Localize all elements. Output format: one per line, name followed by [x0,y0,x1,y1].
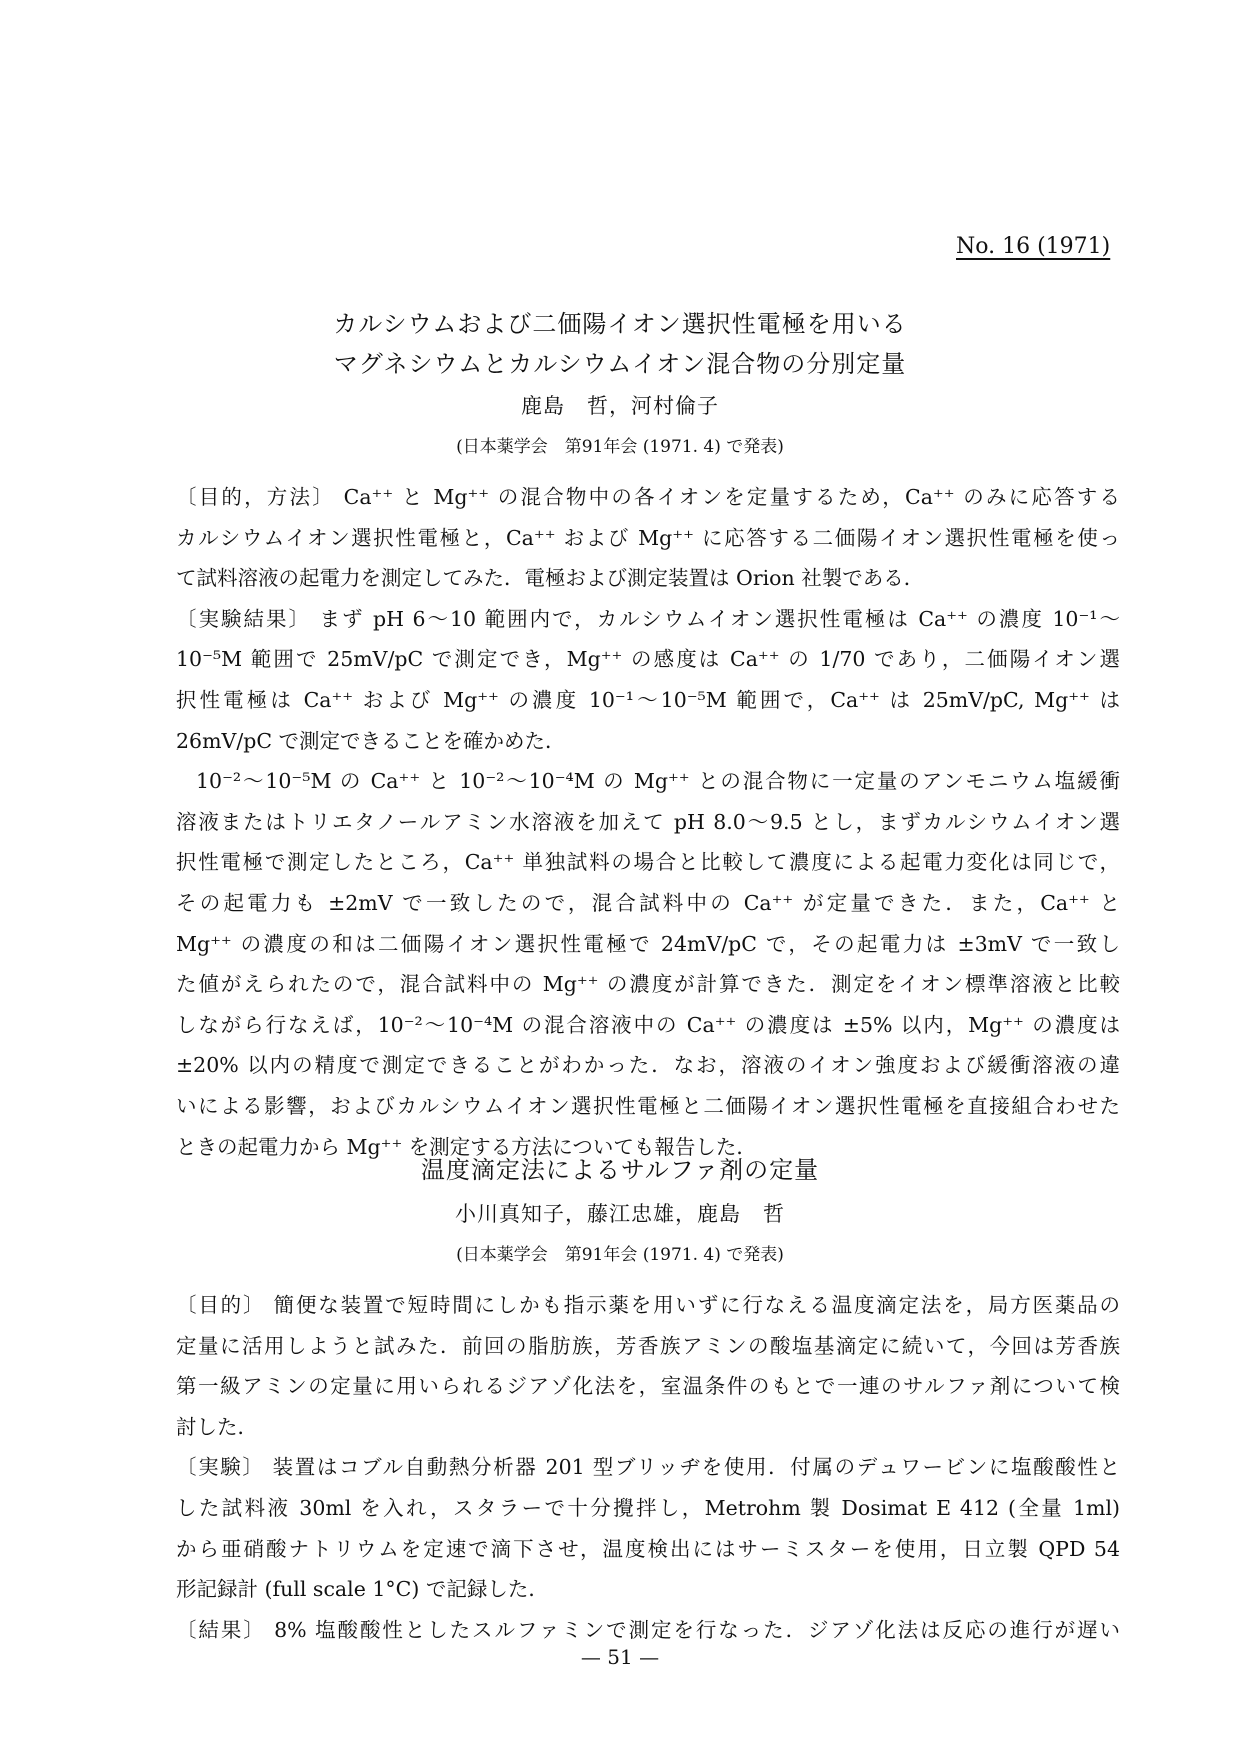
text-line: 溶液またはトリエタノールアミン水溶液を加えて pH 8.0～9.5 とし，まずカルシウムイオン選 [176,809,1120,834]
text-line: から亜硝酸ナトリウムを定速で滴下させ，温度検出にはサーミスターを使用，日立製 QPD 54 [176,1536,1120,1561]
text-line: 〔目的〕 簡便な装置で短時間にしかも指示薬を用いずに行なえる温度滴定法を，局方医薬品の [176,1293,1120,1317]
article-2-conference: (日本薬学会 第91年会 (1971. 4) で発表) [456,1245,784,1265]
text-line: 定量に活用しようと試みた．前回の脂肪族，芳香族アミンの酸塩基滴定に続いて，今回は芳香族 [176,1333,1120,1358]
text-line: た値がえられたので，混合試料中の Mg⁺⁺ の濃度が計算できた．測定をイオン標準溶液と比較 [176,972,1120,997]
article-1-title-line-1: カルシウムおよび二価陽イオン選択性電極を用いる [333,310,907,338]
text-line: 〔目的，方法〕 Ca⁺⁺ と Mg⁺⁺ の混合物中の各イオンを定量するため，Ca⁺⁺ のみに応答する [176,485,1120,509]
text-line: 択性電極は Ca⁺⁺ および Mg⁺⁺ の濃度 10⁻¹～10⁻⁵M 範囲で，Ca⁺⁺ は 25mV/pC, Mg⁺⁺ は [176,688,1120,712]
issue-number: No. 16 (1971) [956,234,1111,259]
article-1-authors: 鹿島 哲，河村倫子 [521,394,719,418]
text-line: 10⁻²～10⁻⁵M の Ca⁺⁺ と 10⁻²～10⁻⁴M の Mg⁺⁺ との混合物に一定量のアンモニウム塩緩衝 [196,769,1120,794]
text-line: 第一級アミンの定量に用いられるジアゾ化法を，室温条件のもとで一連のサルファ剤について検 [176,1374,1120,1399]
article-2-authors: 小川真知子，藤江忠雄，鹿島 哲 [455,1202,785,1226]
article-2-title: 温度滴定法によるサルファ剤の定量 [420,1156,820,1184]
text-line: 〔結果〕 8% 塩酸酸性としたスルファミンで測定を行なった．ジアゾ化法は反応の進行が遅い [176,1617,1120,1642]
text-line: て試料溶液の起電力を測定してみた．電極および測定装置は Orion 社製である． [176,566,925,591]
text-line: 〔実験〕 装置はコブル自動熱分析器 201 型ブリッヂを使用．付属のデュワービンに塩酸酸性と [176,1455,1120,1480]
text-line: カルシウムイオン選択性電極と，Ca⁺⁺ および Mg⁺⁺ に応答する二価陽イオン選択性電極を使っ [176,525,1120,550]
text-line: ときの起電力から Mg⁺⁺ を測定する方法についても報告した． [176,1134,757,1159]
text-line: 形記録計 (full scale 1°C) で記録した． [176,1577,549,1602]
article-1-conference: (日本薬学会 第91年会 (1971. 4) で発表) [456,437,784,457]
page-number: — 51 — [580,1645,660,1669]
article-1-title-line-2: マグネシウムとカルシウムイオン混合物の分別定量 [333,350,907,378]
text-line: いによる影響，およびカルシウムイオン選択性電極と二価陽イオン選択性電極を直接組合わせた [176,1094,1120,1118]
text-line: その起電力も ±2mV で一致したので，混合試料中の Ca⁺⁺ が定量できた．また，Ca⁺⁺ と [176,891,1120,915]
text-line: ±20% 以内の精度で測定できることがわかった．なお，溶液のイオン強度および緩衝溶液の違 [176,1053,1120,1078]
text-line: 〔実験結果〕 まず pH 6～10 範囲内で，カルシウムイオン選択性電極は Ca⁺⁺ の濃度 10⁻¹～ [176,606,1120,631]
text-line: 10⁻⁵M 範囲で 25mV/pC で測定でき，Mg⁺⁺ の感度は Ca⁺⁺ の 1/70 であり，二価陽イオン選 [176,647,1120,672]
text-line: 26mV/pC で測定できることを確かめた． [176,728,566,753]
text-line: 討した． [176,1414,258,1439]
text-line: しながら行なえば，10⁻²～10⁻⁴M の混合溶液中の Ca⁺⁺ の濃度は ±5% 以内，Mg⁺⁺ の濃度は [176,1012,1120,1037]
text-line: Mg⁺⁺ の濃度の和は二価陽イオン選択性電極で 24mV/pC で，その起電力は ±3mV で一致し [176,931,1120,956]
text-line: 択性電極で測定したところ，Ca⁺⁺ 単独試料の場合と比較して濃度による起電力変化は同じで， [176,850,1120,875]
text-line: した試料液 30ml を入れ，スタラーで十分攪拌し，Metrohm 製 Dosimat E 412 (全量 1ml) [176,1496,1120,1520]
